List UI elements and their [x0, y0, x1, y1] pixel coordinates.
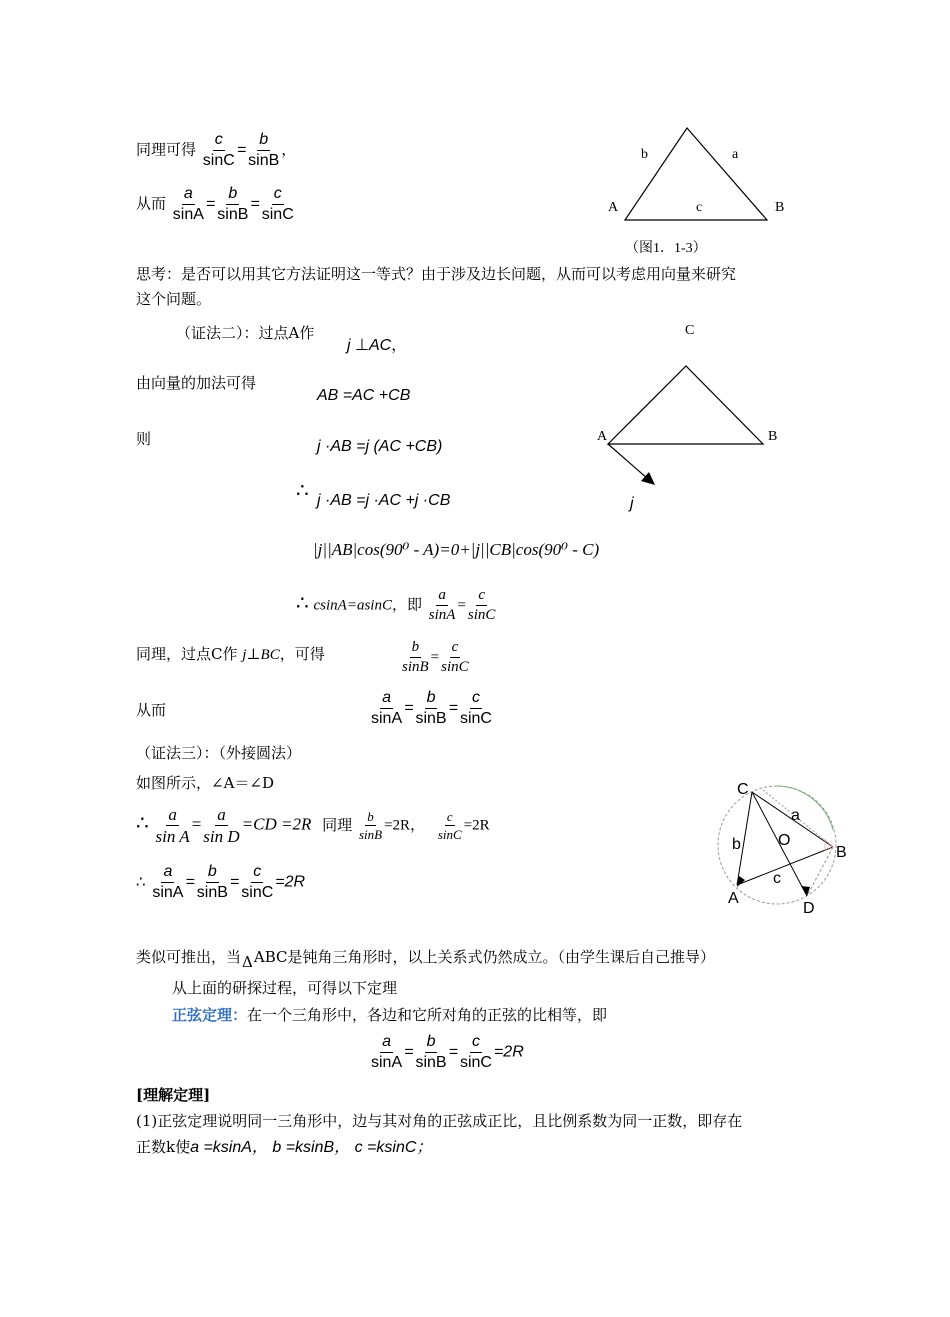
think-line1: 思考：是否可以用其它方法证明这一等式？由于涉及边长问题，从而可以考虑用向量来研究	[136, 265, 737, 283]
triangle-shape-2	[608, 366, 763, 444]
figure-circumcircle	[715, 775, 855, 920]
fig3-label-c: c	[773, 870, 781, 887]
proof3-title: （证法三）：（外接圆法）	[136, 744, 302, 762]
frac-c-sinC: $\frac{c}{\sin C}$	[202, 131, 235, 169]
circle-eq-line: ∴ $\frac{a}{\text{sin A}}$ = $\frac{a}{\text{sin D}}$ =CD =2R 同理 $\frac{b}{\sin B}$ =2R， $\frac{c}{\sin C}$ =2R	[136, 805, 490, 846]
item1-line1: (1)正弦定理说明同一三角形中，边与其对角的正弦成正比，且比例系数为同一正数，即存在	[136, 1112, 743, 1130]
frac-b-sinB-ser: $\frac{b}{\sin B}$	[402, 639, 429, 675]
from2-text: 从而	[136, 701, 167, 719]
line-same-reason: 同理可得 $\frac{c}{\sin C}$ = $\frac{b}{\sin B}$ ，	[136, 131, 297, 169]
frac-b-sinB: $\frac{b}{\sin B}$	[248, 131, 280, 169]
fig3-label-O: O	[778, 832, 791, 849]
fig3-label-A: A	[728, 890, 739, 907]
as-figure-text: 如图所示，∠A＝∠D	[136, 774, 274, 792]
frac-a-sinA: $\frac{a}{\sin A}$	[172, 185, 204, 223]
same-reason-C-eq: $\frac{b}{\sin B}$ = $\frac{c}{\sin C}$	[402, 639, 469, 675]
frac-a-sin-A: $\frac{a}{\text{sin A}}$	[155, 805, 190, 846]
theorem-line: 正弦定理：在一个三角形中，各边和它所对角的正弦的比相等，即	[172, 1006, 608, 1024]
frac-c-sinC-ser: $\frac{c}{\sin C}$	[467, 587, 496, 623]
fig1-label-A: A	[608, 200, 619, 215]
figure-triangle-2	[592, 315, 792, 515]
understand-heading: [理解定理]	[136, 1086, 211, 1104]
from-above: 从上面的研探过程，可得以下定理	[172, 979, 398, 997]
fig3-label-C: C	[737, 781, 749, 798]
therefore1-eq: j ·AB =j ·AC +j ·CB	[317, 492, 451, 509]
fig2-label-A: A	[597, 429, 608, 444]
proof2-cond: j ⊥AC，	[347, 335, 408, 354]
frac-b-sinB-5: $\frac{b}{\sin B}$	[415, 1033, 447, 1071]
segment-BD	[807, 847, 833, 896]
fig2-label-C: C	[685, 323, 695, 338]
fig1-label-B: B	[775, 200, 785, 215]
frac-b-sinB-4: $\frac{b}{\sin B}$	[196, 863, 228, 901]
fig1-label-b: b	[641, 147, 648, 162]
frac-a-sinA-ser: $\frac{a}{\sin A}$	[428, 587, 456, 623]
fig3-label-a: a	[791, 807, 800, 824]
vector-j-line	[608, 444, 648, 479]
eq-2r-line: ∴ $\frac{a}{\sin A}$ = $\frac{b}{\sin B}$ = $\frac{c}{\sin C}$ =2R	[136, 863, 306, 901]
line1-prefix: 同理可得	[136, 140, 197, 159]
frac-a-sin-D: $\frac{a}{\text{sin D}}$	[203, 805, 240, 846]
frac-a-sinA-4: $\frac{a}{\sin A}$	[152, 863, 184, 901]
theorem-label: 正弦定理：	[172, 1006, 248, 1024]
from2-eq: $\frac{a}{\sin A}$ = $\frac{b}{\sin B}$ = $\frac{c}{\sin C}$	[371, 689, 492, 727]
fig1-label-a: a	[732, 147, 739, 162]
then-text: 则	[136, 430, 152, 448]
similar-line: 类似可推出，当ΔABC是钝角三角形时，以上关系式仍然成立。（由学生课后自己推导）	[136, 948, 715, 971]
therefore1-sym: ∴	[296, 478, 309, 502]
think-line2: 这个问题。	[136, 290, 212, 308]
abs-cos-eq: |j||AB|cos(90⁰ - A)=0+|j||CB|cos(90⁰ - C)	[313, 540, 600, 559]
then-eq: j ·AB =j (AC +CB)	[317, 438, 443, 455]
side-c	[737, 847, 833, 885]
figure-triangle-1	[595, 118, 805, 258]
frac-c-sinC-4: $\frac{c}{\sin C}$	[241, 863, 274, 901]
fig1-caption: （图1．1-3）	[625, 241, 707, 256]
frac-a-sinA-5: $\frac{a}{\sin A}$	[371, 1033, 403, 1071]
same-reason-C: 同理，过点C作 j⊥BC，可得	[136, 645, 325, 663]
frac-b-sinB-small: $\frac{b}{\sin B}$	[358, 809, 383, 842]
frac-c-sinC-3: $\frac{c}{\sin C}$	[459, 689, 492, 727]
fig1-label-c: c	[696, 200, 703, 215]
frac-b-sinB-2: $\frac{b}{\sin B}$	[217, 185, 249, 223]
fig3-label-D: D	[803, 900, 815, 917]
therefore2-line: ∴ csinA=asinC，即 $\frac{a}{\sin A}$ = $\frac{c}{\sin C}$	[296, 587, 496, 623]
vector-add-eq: AB =AC +CB	[317, 387, 411, 404]
frac-c-sinC-2: $\frac{c}{\sin C}$	[261, 185, 294, 223]
frac-b-sinB-3: $\frac{b}{\sin B}$	[415, 689, 447, 727]
fig3-label-B: B	[836, 844, 847, 861]
frac-c-sinC-ser-2: $\frac{c}{\sin C}$	[441, 639, 469, 675]
vector-add-text: 由向量的加法可得	[136, 374, 257, 392]
frac-a-sinA-3: $\frac{a}{\sin A}$	[371, 689, 403, 727]
theorem-eq: $\frac{a}{\sin A}$ = $\frac{b}{\sin B}$ = $\frac{c}{\sin C}$ =2R	[371, 1033, 524, 1071]
fig3-label-b: b	[732, 836, 741, 853]
proof2-title: （证法二）：过点A作	[176, 324, 315, 342]
line-thus: 从而 $\frac{a}{\sin A}$ = $\frac{b}{\sin B}$ = $\frac{c}{\sin C}$	[136, 185, 294, 223]
item1-line2: 正数k使a =ksinA， b =ksinB， c =ksinC；	[136, 1138, 433, 1156]
fig2-label-j: j	[630, 495, 634, 512]
frac-c-sinC-small: $\frac{c}{\sin C}$	[437, 809, 462, 842]
arrow-D-icon	[801, 886, 810, 896]
frac-c-sinC-5: $\frac{c}{\sin C}$	[459, 1033, 492, 1071]
fig2-label-B: B	[768, 429, 778, 444]
